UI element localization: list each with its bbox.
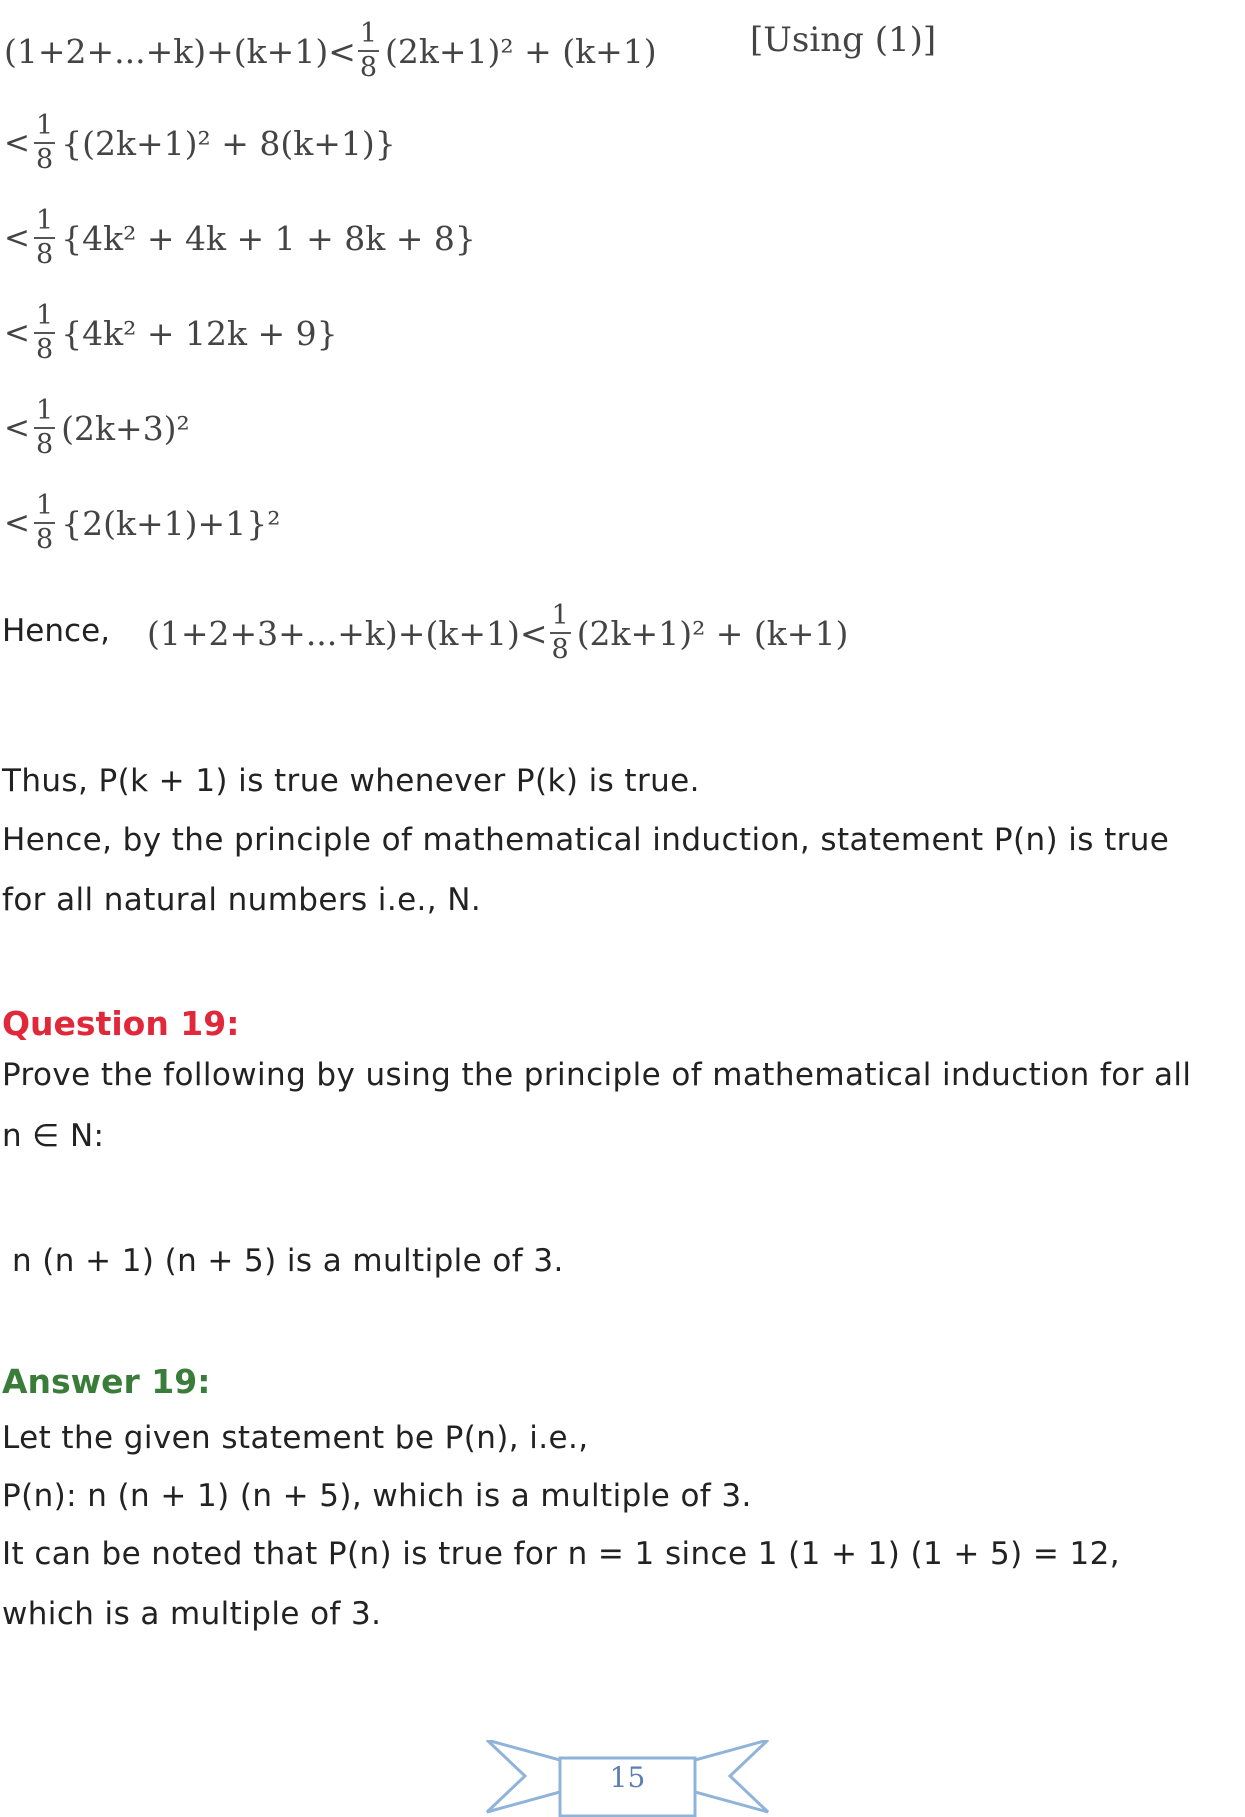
fraction-one-eighth: $\frac{1}{8}$: [35, 110, 54, 176]
math-line-1: [4, 20, 657, 83]
question-line-2: n ∈ N:: [2, 1118, 105, 1154]
question-heading: Question 19:: [2, 1004, 240, 1043]
math-step-2: < $\frac{1}{8}$ {(2k+1)² + 8(k+1)}: [4, 110, 396, 176]
math-line-1-left: (1+2+...+k)+(k+1)<: [4, 31, 356, 71]
math-line-1-right: (2k+1)² + (k+1): [385, 31, 657, 71]
answer-line-3: It can be noted that P(n) is true for n = 1 since 1 (1 + 1) (1 + 5) = 12,: [2, 1536, 1120, 1572]
answer-line-2: P(n): n (n + 1) (n + 5), which is a multiple of 3.: [2, 1478, 752, 1514]
fraction-one-eighth: $\frac{1}{8}$: [551, 600, 569, 666]
math-step-6: < $\frac{1}{8}$ {2(k+1)+1}²: [4, 490, 281, 556]
answer-heading: Answer 19:: [2, 1362, 211, 1401]
math-step-4: < $\frac{1}{8}$ {4k² + 12k + 9}: [4, 300, 338, 366]
question-statement: n (n + 1) (n + 5) is a multiple of 3.: [12, 1243, 564, 1279]
thus-line: Thus, P(k + 1) is true whenever P(k) is true.: [2, 763, 700, 799]
answer-line-4: which is a multiple of 3.: [2, 1596, 382, 1632]
using-reference: [Using (1)]: [750, 20, 937, 60]
math-step-5: < $\frac{1}{8}$ (2k+3)²: [4, 395, 190, 461]
fraction-one-eighth: $\frac{1}{8}$: [35, 490, 54, 556]
fraction-one-eighth: $\frac{1}{8}$: [35, 205, 54, 271]
answer-line-1: Let the given statement be P(n), i.e.,: [2, 1420, 589, 1456]
hence-label: Hence,: [2, 613, 111, 649]
math-step-3: < $\frac{1}{8}$ {4k² + 4k + 1 + 8k + 8}: [4, 205, 476, 271]
hence-line-1: Hence, by the principle of mathematical induction, statement P(n) is true: [2, 822, 1170, 858]
hence-equation: (1+2+3+...+k)+(k+1)< $\frac{1}{8}$ (2k+1)² + (k+1): [147, 600, 849, 666]
fraction-one-eighth: $\frac{1}{8}$: [35, 300, 54, 366]
fraction-one-eighth: $\frac{1}{8}$: [35, 395, 54, 461]
page-number: 15: [609, 1761, 646, 1794]
question-line-1: Prove the following by using the principle of mathematical induction for all: [2, 1057, 1192, 1093]
hence-line-2: for all natural numbers i.e., N.: [2, 882, 482, 918]
fraction-one-eighth: $\frac{1}{8}$: [359, 18, 378, 84]
